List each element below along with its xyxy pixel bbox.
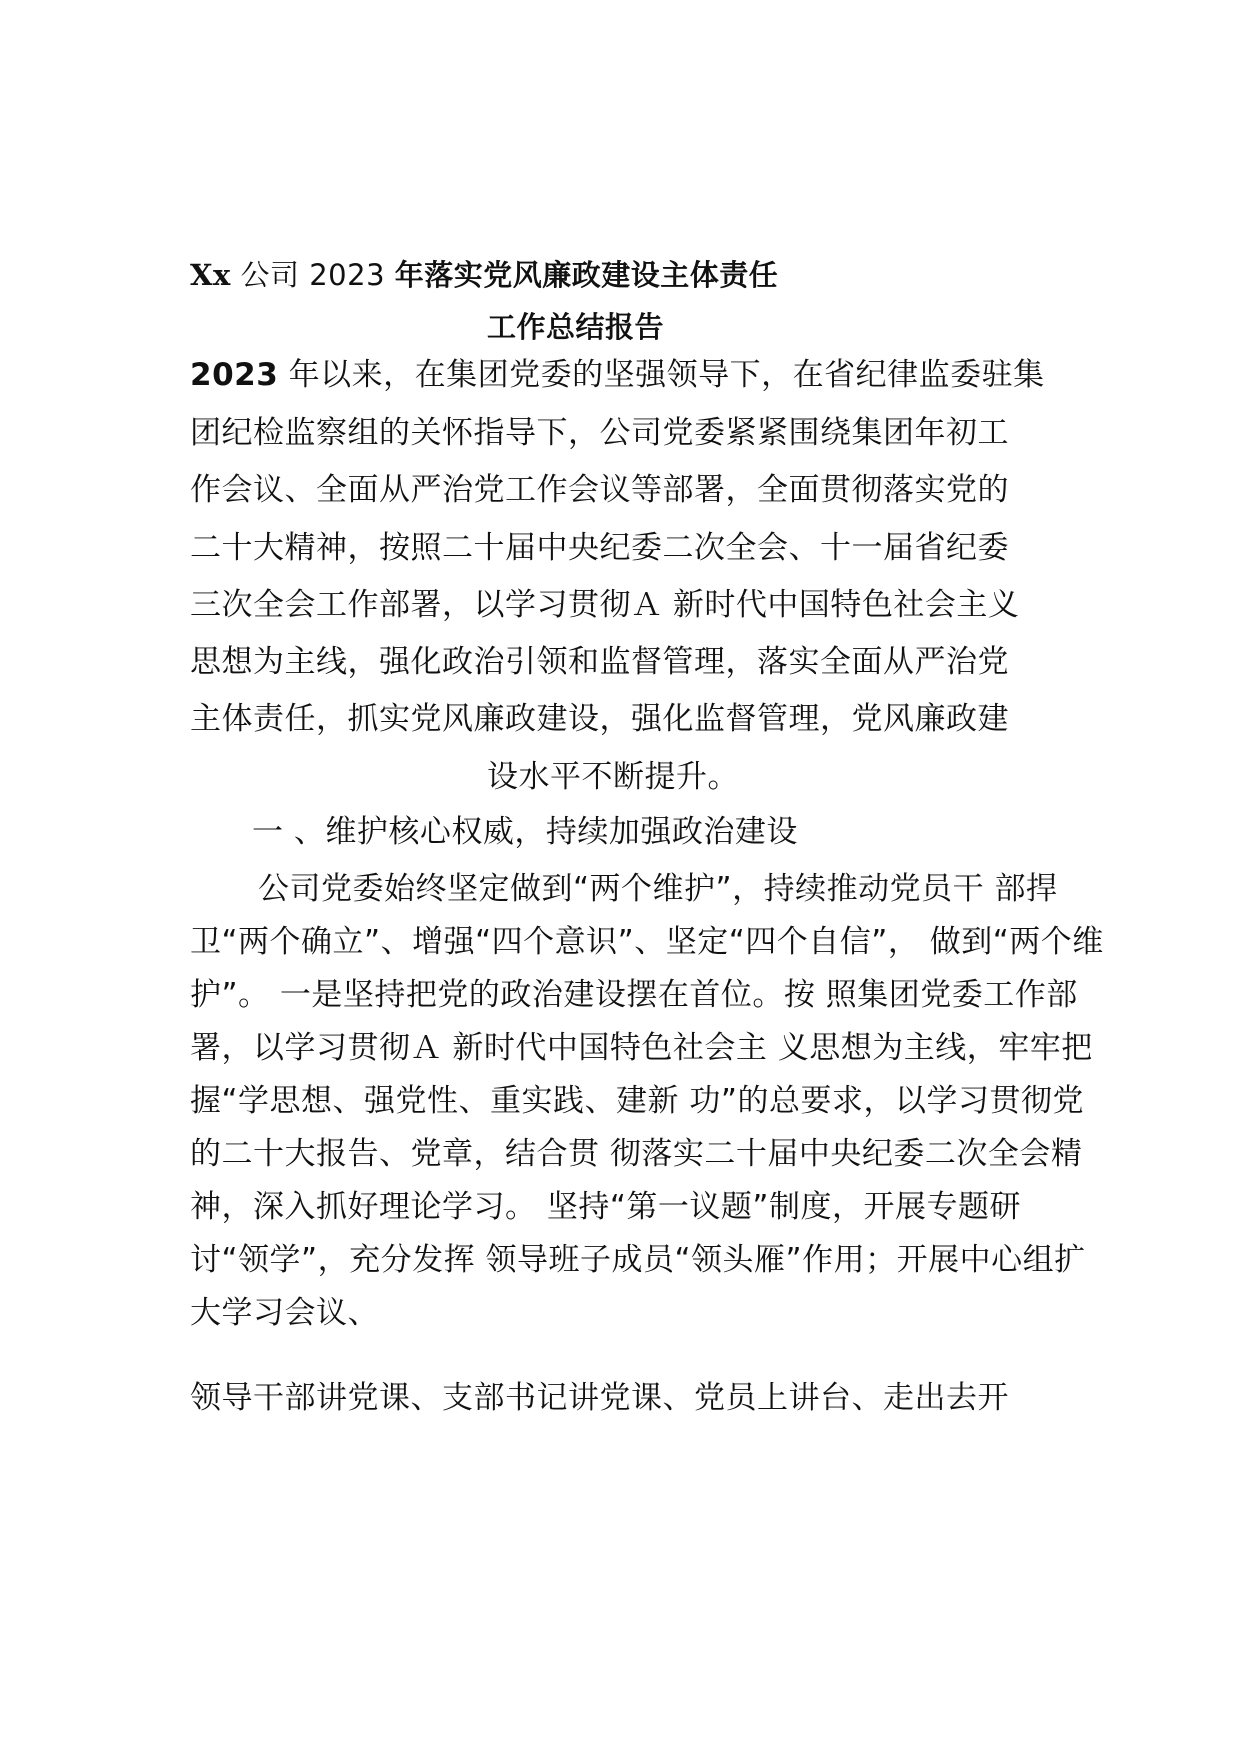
intro-line-4: 二十大精神，按照二十届中央纪委二次全会、十一届省纪委 <box>190 530 1009 566</box>
section-1-line-7: 神，深入抓好理论学习。 坚持“第一议题”制度，开展专题研 <box>190 1189 1021 1225</box>
section-1-line-6: 的二十大报告、党章，结合贯 彻落实二十届中央纪委二次全会精 <box>190 1136 1083 1172</box>
intro-line-7: 主体责任，抓实党风廉政建设，强化监督管理，党风廉政建 <box>190 701 1009 737</box>
section-1-line-2: 卫“两个确立”、增强“四个意识”、坚定“四个自信”， 做到“两个维 <box>190 924 1104 960</box>
section-1-line-9: 大学习会议、 <box>190 1295 379 1331</box>
intro-line-2: 团纪检监察组的关怀指导下，公司党委紧紧围绕集团年初工 <box>190 415 1009 451</box>
title-company-year: 公司 2023 <box>230 258 395 292</box>
document-title <box>190 255 778 295</box>
intro-line-1-text: 年以来，在集团党委的坚强领导下，在省纪律监委驻集 <box>278 357 1045 393</box>
section-1-line-10: 领导干部讲党课、支部书记讲党课、党员上讲台、走出去开 <box>190 1380 1009 1416</box>
section-1-line-5: 握“学思想、强党性、重实践、建新 功”的总要求，以学习贯彻党 <box>190 1083 1084 1119</box>
intro-line-6: 思想为主线，强化政治引领和监督管理，落实全面从严治党 <box>190 644 1009 680</box>
section-1-line-3: 护”。 一是坚持把党的政治建设摆在首位。按 照集团党委工作部 <box>190 977 1078 1013</box>
section-1-line-8: 讨“领学”，充分发挥 领导班子成员“领头雁”作用；开展中心组扩 <box>190 1242 1086 1278</box>
title-prefix: Xx <box>190 258 231 292</box>
section-1-line-4: 署，以学习贯彻Ａ 新时代中国特色社会主 义思想为主线，牢牢把 <box>190 1030 1093 1066</box>
title-rest: 年落实党风廉政建设主体责任 <box>394 258 779 292</box>
document-subtitle: 工作总结报告 <box>487 310 665 344</box>
section-1-line-1: 公司党委始终坚定做到“两个维护”，持续推动党员干 部捍 <box>258 871 1058 907</box>
intro-line-3: 作会议、全面从严治党工作会议等部署，全面贯彻落实党的 <box>190 472 1009 508</box>
intro-line-1 <box>190 355 1045 395</box>
intro-year: 2023 <box>190 357 279 393</box>
section-1-heading: 一 、维护核心权威，持续加强政治建设 <box>252 814 798 850</box>
intro-line-8: 设水平不断提升。 <box>487 759 739 795</box>
intro-line-5: 三次全会工作部署，以学习贯彻Ａ 新时代中国特色社会主义 <box>190 587 1020 623</box>
